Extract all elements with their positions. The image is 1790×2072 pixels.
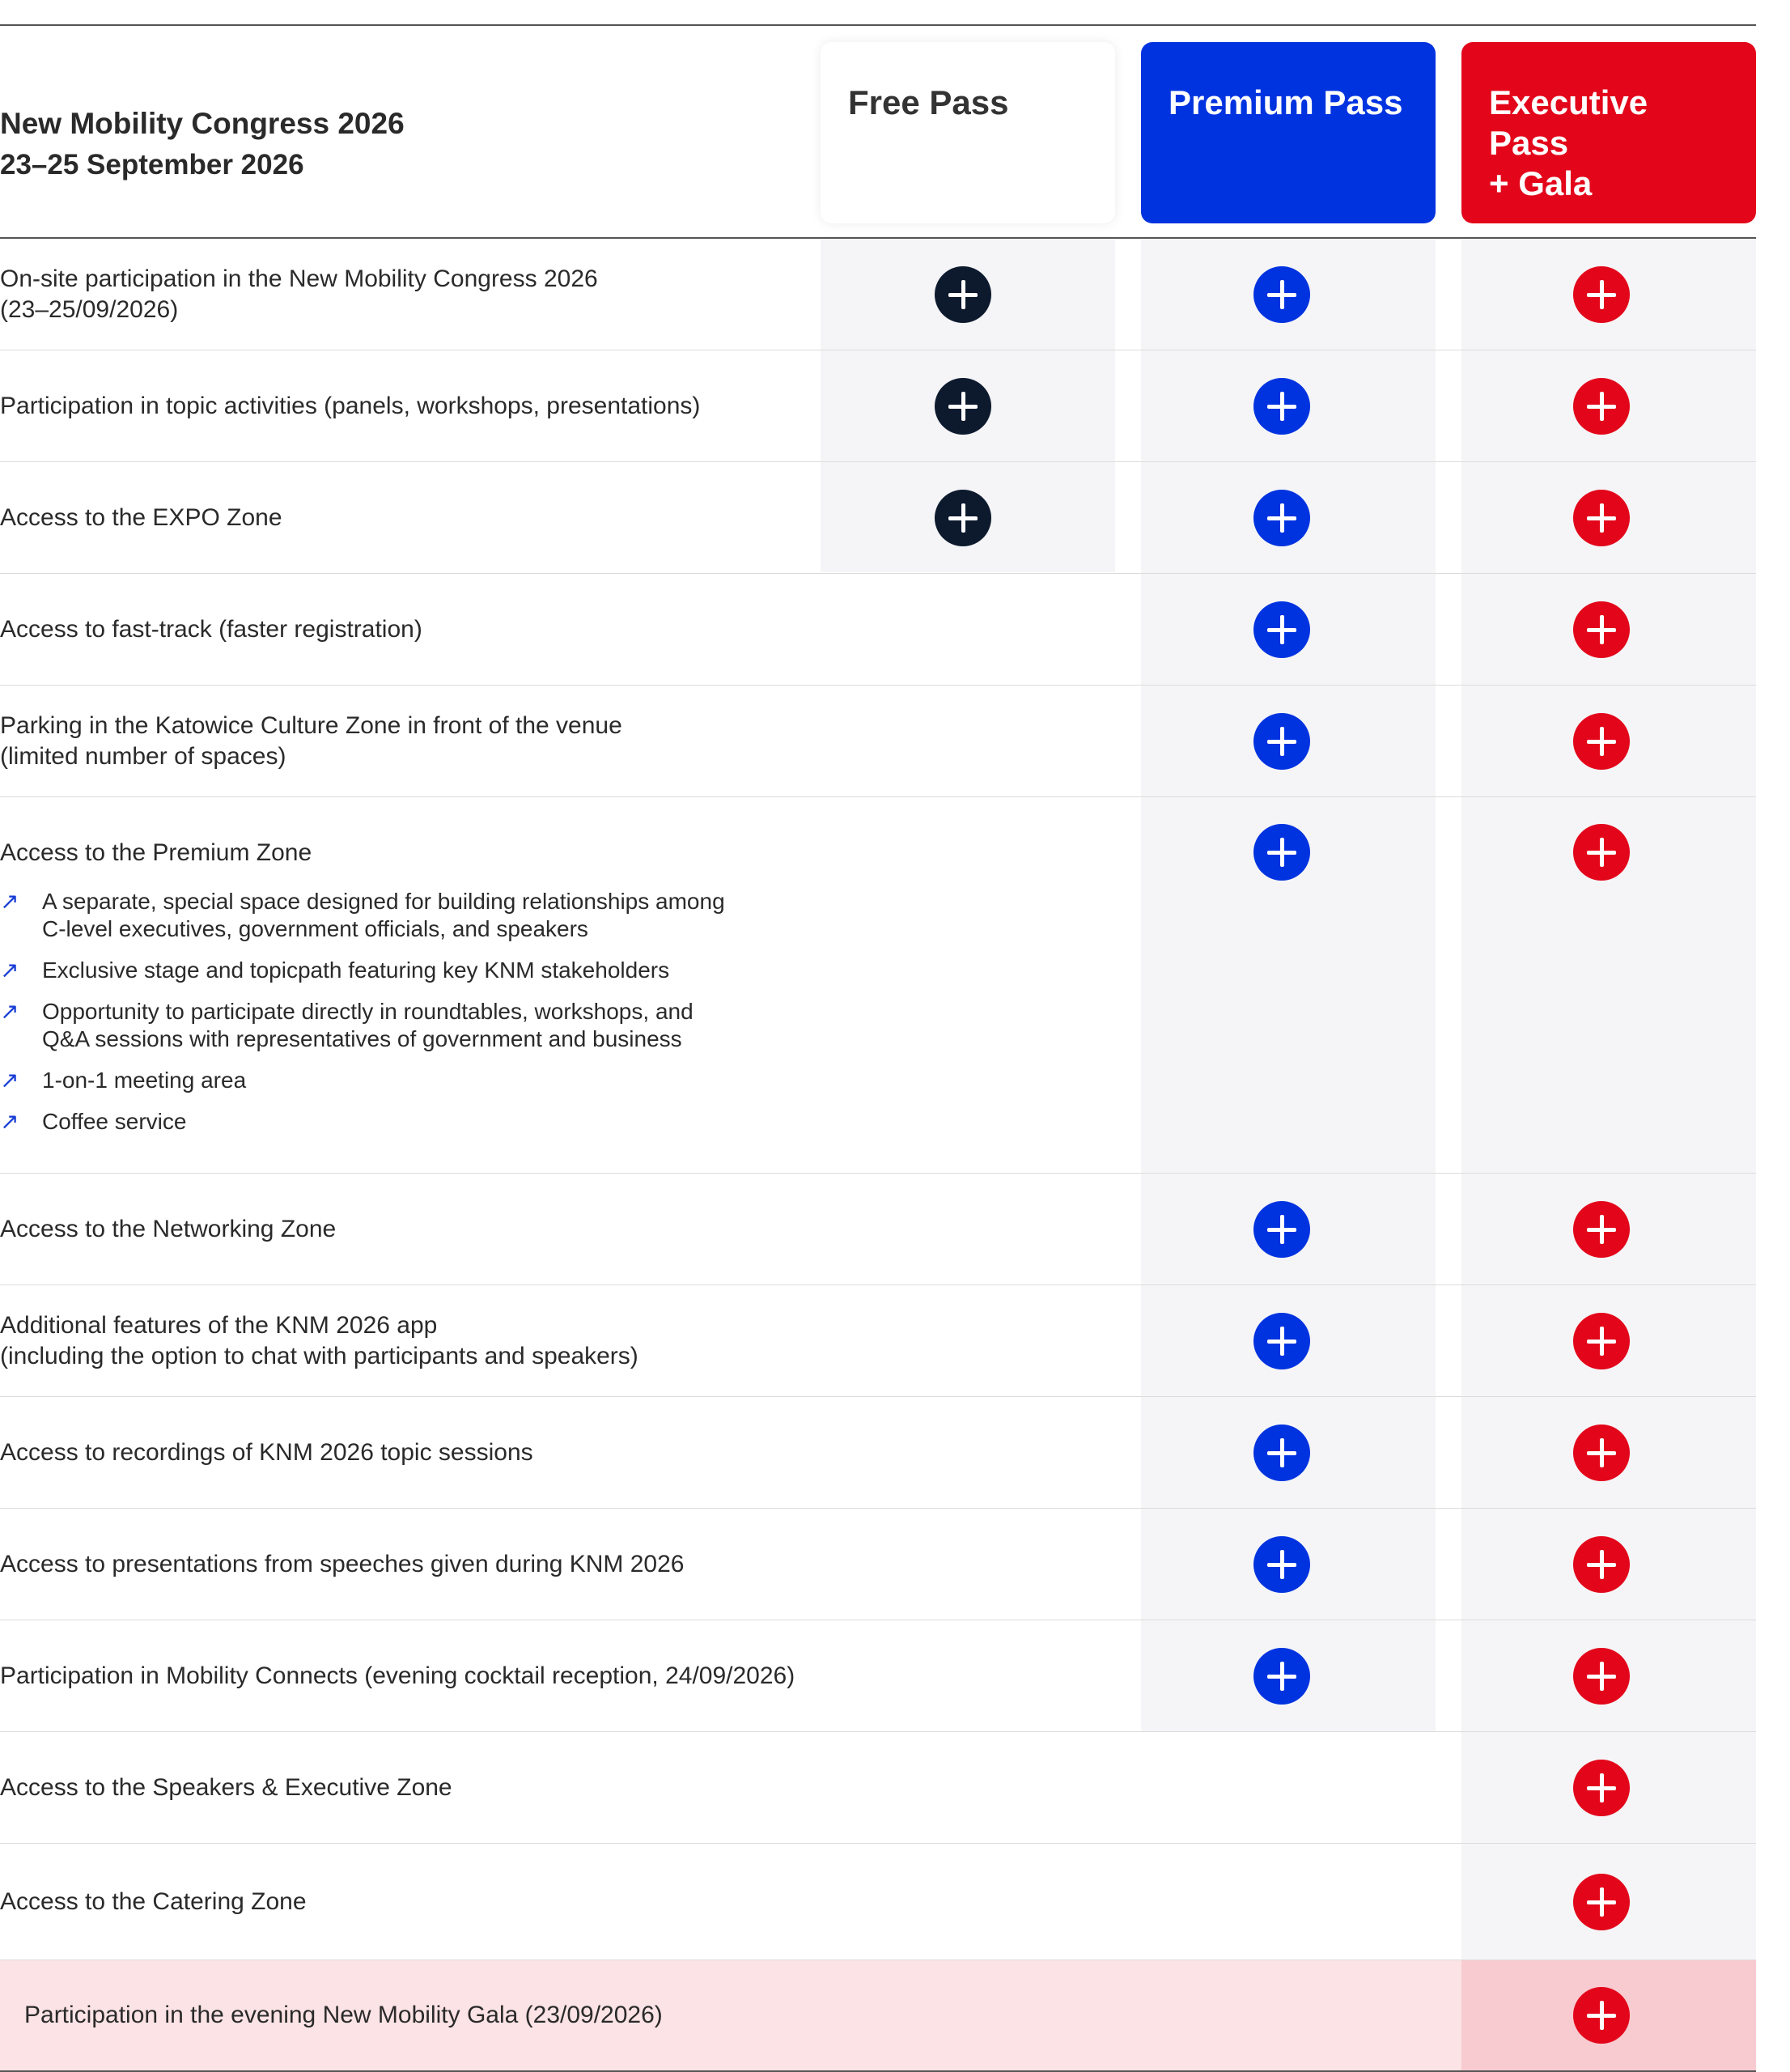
feature-label: Access to the Catering Zone xyxy=(0,1888,307,1915)
executive-pass-label: Executive Pass + Gala xyxy=(1489,83,1648,202)
premium-plus-circle-icon xyxy=(1253,1648,1310,1705)
table-row xyxy=(0,1397,1756,1509)
table-row xyxy=(0,1509,1756,1620)
arrow-up-right-icon: ↗ xyxy=(0,889,19,914)
executive-pass-header xyxy=(1461,42,1756,223)
premium-plus-circle-icon xyxy=(1253,601,1310,658)
feature-label: Parking in the Katowice Culture Zone in front of the venue (limited number of spaces) xyxy=(0,712,622,770)
premium-pass-header xyxy=(1141,42,1436,223)
executive-plus-circle-icon xyxy=(1573,1313,1630,1369)
feature-label: Access to the EXPO Zone xyxy=(0,504,282,531)
feature-label: Access to the Networking Zone xyxy=(0,1216,337,1242)
table-row xyxy=(0,1620,1756,1732)
executive-plus-circle-icon xyxy=(1573,266,1630,323)
feature-label: Additional features of the KNM 2026 app (including the option to chat with participants and speakers) xyxy=(0,1312,638,1369)
premium-plus-circle-icon xyxy=(1253,490,1310,546)
premium-plus-circle-icon xyxy=(1253,1424,1310,1481)
table-row xyxy=(0,1844,1756,1960)
free-plus-circle-icon xyxy=(935,490,991,546)
table-row xyxy=(0,1732,1756,1844)
feature-label: Access to the Speakers & Executive Zone xyxy=(0,1774,452,1801)
table-row xyxy=(0,686,1756,797)
premium-plus-circle-icon xyxy=(1253,1536,1310,1593)
feature-label: Access to fast-track (faster registration) xyxy=(0,616,422,643)
top-divider xyxy=(0,24,1756,26)
executive-plus-circle-icon xyxy=(1573,713,1630,770)
free-pass-header xyxy=(821,42,1115,223)
premium-plus-circle-icon xyxy=(1253,1201,1310,1258)
detail-text: Opportunity to participate directly in roundtables, workshops, and Q&A sessions with representatives of government and business xyxy=(42,999,694,1051)
table-row xyxy=(0,1285,1756,1397)
list-item xyxy=(0,888,725,943)
event-title: New Mobility Congress 2026 xyxy=(0,107,405,140)
feature-label: Access to recordings of KNM 2026 topic sessions xyxy=(0,1439,533,1466)
executive-plus-circle-icon xyxy=(1573,1536,1630,1593)
table-row xyxy=(0,462,1756,574)
feature-label: Access to presentations from speeches given during KNM 2026 xyxy=(0,1551,685,1577)
detail-text: A separate, special space designed for building relationships among C-level executives, government officials, and speakers xyxy=(42,889,725,941)
feature-label: Participation in Mobility Connects (evening cocktail reception, 24/09/2026) xyxy=(0,1662,795,1689)
executive-plus-circle-icon xyxy=(1573,1201,1630,1258)
free-pass-label: Free Pass xyxy=(848,83,1009,121)
free-plus-circle-icon xyxy=(935,378,991,435)
premium-zone-details xyxy=(0,888,725,1149)
executive-plus-circle-icon xyxy=(1573,378,1630,435)
list-item xyxy=(0,957,725,984)
premium-plus-circle-icon xyxy=(1253,1313,1310,1369)
event-date: 23–25 September 2026 xyxy=(0,149,304,180)
table-row xyxy=(0,1960,1756,2070)
detail-text: Coffee service xyxy=(42,1109,187,1134)
detail-text: Exclusive stage and topicpath featuring key KNM stakeholders xyxy=(42,957,670,983)
table-row xyxy=(0,574,1756,686)
table-row xyxy=(0,239,1756,350)
feature-label: Participation in topic activities (panels, workshops, presentations) xyxy=(0,393,701,419)
arrow-up-right-icon: ↗ xyxy=(0,957,19,983)
feature-label: Participation in the evening New Mobility Gala (23/09/2026) xyxy=(24,2002,663,2028)
premium-plus-circle-icon xyxy=(1253,266,1310,323)
executive-plus-circle-icon xyxy=(1573,1987,1630,2044)
executive-plus-circle-icon xyxy=(1573,1648,1630,1705)
list-item xyxy=(0,1067,725,1094)
executive-plus-circle-icon xyxy=(1573,601,1630,658)
executive-plus-circle-icon xyxy=(1573,1874,1630,1930)
executive-plus-circle-icon xyxy=(1573,1424,1630,1481)
premium-plus-circle-icon xyxy=(1253,378,1310,435)
executive-plus-circle-icon xyxy=(1573,490,1630,546)
premium-pass-label: Premium Pass xyxy=(1169,83,1403,121)
arrow-up-right-icon: ↗ xyxy=(0,1109,19,1134)
table-row xyxy=(0,797,1756,1174)
list-item xyxy=(0,1108,725,1136)
free-plus-circle-icon xyxy=(935,266,991,323)
executive-plus-circle-icon xyxy=(1573,1760,1630,1816)
arrow-up-right-icon: ↗ xyxy=(0,999,19,1024)
feature-label: Access to the Premium Zone xyxy=(0,839,312,866)
premium-plus-circle-icon xyxy=(1253,824,1310,881)
list-item xyxy=(0,998,725,1053)
premium-plus-circle-icon xyxy=(1253,713,1310,770)
table-row xyxy=(0,350,1756,462)
detail-text: 1-on-1 meeting area xyxy=(42,1068,247,1093)
arrow-up-right-icon: ↗ xyxy=(0,1068,19,1093)
table-row xyxy=(0,1174,1756,1285)
executive-plus-circle-icon xyxy=(1573,824,1630,881)
feature-label: On-site participation in the New Mobility Congress 2026 (23–25/09/2026) xyxy=(0,265,598,323)
